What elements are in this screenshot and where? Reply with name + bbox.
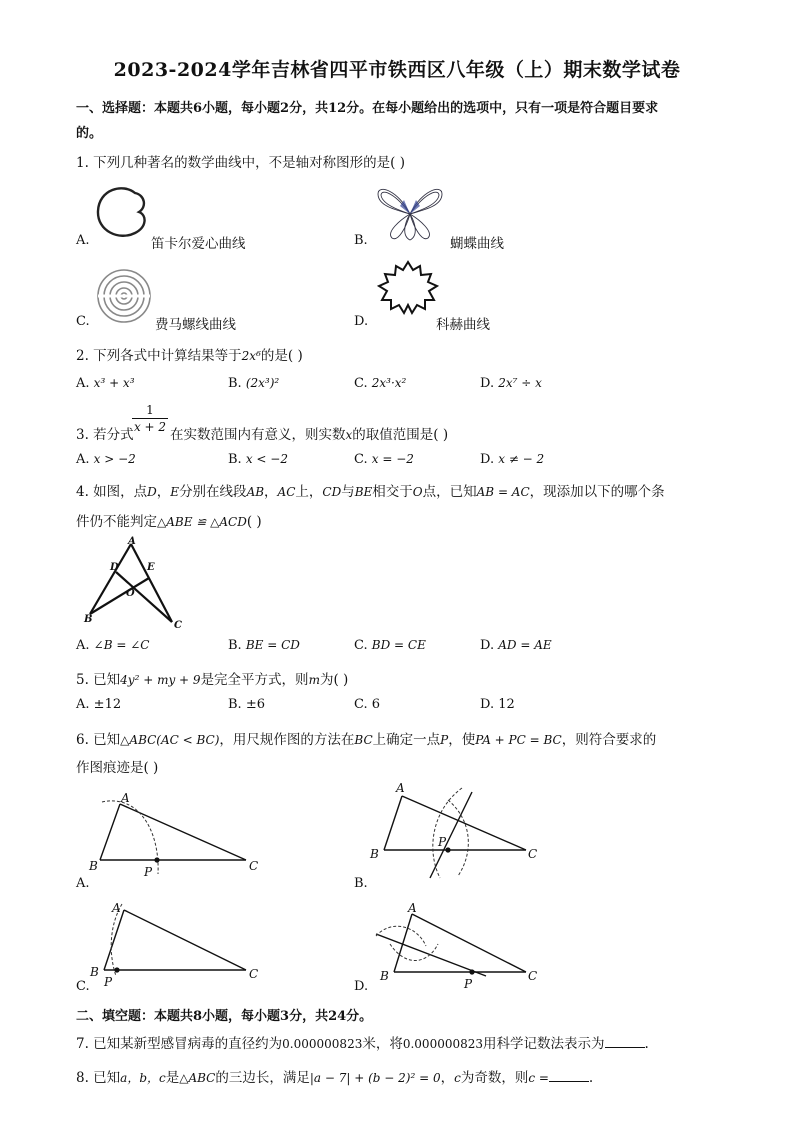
- q8-ceq: c =: [528, 1071, 549, 1085]
- q5-stem: [76, 668, 348, 688]
- q6c-label-a: A: [112, 901, 121, 915]
- q7-stem-b: 米，将: [362, 1036, 403, 1052]
- q2-option-a-expr: x³ + x³: [93, 376, 135, 390]
- q4-fig-label-c: C: [174, 620, 182, 631]
- q1-option-b-caption: 蝴蝶曲线: [450, 236, 504, 252]
- q4-stem-line1: [76, 480, 665, 500]
- q7-stem-a: 7. 已知某新型感冒病毒的直径约为: [76, 1036, 283, 1052]
- q6a-label-p: P: [144, 865, 153, 879]
- q6-stem-line1: [76, 728, 656, 748]
- q2-option-a[interactable]: [76, 376, 135, 391]
- q6d-label-b: B: [380, 969, 389, 983]
- q2-stem: [76, 344, 303, 364]
- q3-fraction: [132, 402, 168, 435]
- q2-option-d-letter: D.: [480, 376, 495, 391]
- butterfly-figure: [374, 180, 446, 242]
- q3-stem-part1: 3. 若分式: [76, 427, 134, 443]
- q4-l1-b: ，: [156, 484, 171, 500]
- q7-num1: 0.000000823: [282, 1037, 363, 1051]
- q7-stem-c: 用科学记数法表示为: [483, 1036, 605, 1052]
- q2-option-c-letter: C.: [354, 376, 368, 391]
- q8-stem: [76, 1066, 593, 1086]
- section1-heading-cont: 的。: [76, 126, 103, 141]
- q4-option-d-letter: D.: [480, 638, 495, 653]
- q6-l1-math: △ABC(AC < BC): [120, 733, 220, 747]
- q6-figure-a: [88, 790, 268, 880]
- q6-l1-b: ，用尺规作图的方法在: [219, 732, 355, 748]
- q4-l1-e: E: [170, 485, 180, 499]
- q2-option-b-expr: (2x³)²: [245, 376, 280, 390]
- q5-option-b-expr: ±6: [245, 697, 265, 712]
- q1-stem: 1. 下列几种著名的数学曲线中，不是轴对称图形的是( ): [76, 155, 405, 171]
- page-title: 2023-2024学年吉林省四平市铁西区八年级（上）期末数学试卷: [113, 59, 681, 81]
- q3-option-d[interactable]: [480, 452, 544, 467]
- q4-l2-a: 件仍不能判定: [76, 514, 157, 530]
- q5-option-a-expr: ±12: [93, 697, 122, 712]
- q4-fig-label-e: E: [147, 562, 155, 573]
- q4-option-a[interactable]: [76, 638, 149, 653]
- q4-l1-ac: AC: [277, 485, 296, 499]
- q4-l2-math: △ABE ≌ △ACD: [157, 515, 247, 529]
- q3-option-b-letter: B.: [228, 452, 242, 467]
- q6d-label-a: A: [408, 901, 417, 915]
- q4-option-c-expr: BD = CE: [371, 638, 426, 652]
- q2-option-d[interactable]: [480, 376, 542, 391]
- q4-option-b[interactable]: [228, 638, 300, 653]
- q6-l1-math2: PA + PC = BC: [475, 733, 562, 747]
- q2-stem-math: 2x⁶: [241, 349, 261, 363]
- q5-option-c[interactable]: [354, 697, 380, 712]
- q6b-label-b: B: [370, 847, 379, 861]
- q5-stem-a: 5. 已知: [76, 672, 121, 688]
- q4-fig-label-o: O: [126, 588, 135, 599]
- cardioid-figure: [95, 185, 151, 241]
- q6-l1-d: ，使: [448, 732, 476, 748]
- q3-option-d-letter: D.: [480, 452, 495, 467]
- q4-l1-c: 分别在线段: [179, 484, 247, 500]
- q6a-label-b: B: [89, 859, 98, 873]
- koch-snowflake-figure: [374, 258, 442, 318]
- q6-l1-p: P: [440, 733, 449, 747]
- q5-option-b-letter: B.: [228, 697, 242, 712]
- q4-l1-a: 4. 如图，点: [76, 484, 148, 500]
- q5-var: m: [308, 673, 320, 687]
- q4-fig-label-a: A: [128, 536, 136, 547]
- q4-l1-d2: 上，: [295, 484, 323, 500]
- q6-figure-c: [88, 900, 268, 990]
- q3-option-c[interactable]: [354, 452, 414, 467]
- q4-l1-math: AB = AC: [476, 485, 530, 499]
- q6b-label-p: P: [438, 835, 447, 849]
- q6b-label-a: A: [396, 781, 405, 795]
- q6-l1-e: ，则符合要求的: [561, 732, 657, 748]
- q1-option-a-label[interactable]: A.: [76, 233, 90, 248]
- q5-option-d[interactable]: [480, 697, 515, 712]
- q3-option-a[interactable]: [76, 452, 136, 467]
- q5-option-c-expr: 6: [371, 697, 381, 712]
- q2-option-b[interactable]: [228, 376, 279, 391]
- q8-stem-c: 的三边长，满足: [215, 1070, 310, 1086]
- q8-end: .: [588, 1070, 594, 1086]
- q3-option-a-expr: x > −2: [93, 452, 136, 466]
- q8-stem-e: 为奇数，则: [460, 1070, 529, 1086]
- q1-option-d-caption: 科赫曲线: [436, 317, 490, 333]
- q2-option-c-expr: 2x³·x²: [371, 376, 407, 390]
- q8-answer-blank[interactable]: [549, 1069, 589, 1082]
- q1-option-c-caption: 费马螺线曲线: [155, 317, 236, 333]
- q4-option-b-letter: B.: [228, 638, 242, 653]
- q3-option-d-expr: x ≠ − 2: [498, 452, 545, 466]
- q4-l1-f: 相交于: [372, 484, 413, 500]
- q1-option-d-label[interactable]: D.: [354, 314, 369, 329]
- q5-option-b[interactable]: [228, 697, 265, 712]
- q6c-label-p: P: [104, 975, 113, 989]
- q4-figure: [76, 536, 186, 631]
- q4-option-b-expr: BE = CD: [245, 638, 300, 652]
- q5-stem-b: 是完全平方式，则: [200, 672, 309, 688]
- q4-option-d-expr: AD = AE: [498, 638, 552, 652]
- q8-stem-b: 是: [165, 1070, 180, 1086]
- q7-stem: [76, 1032, 649, 1052]
- q4-option-a-expr: ∠B = ∠C: [93, 638, 150, 652]
- q4-option-d[interactable]: [480, 638, 552, 653]
- section1-heading: 一、选择题：本题共6小题，每小题2分，共12分。在每小题给出的选项中，只有一项是符合题目要求: [76, 101, 659, 116]
- q4-l1-cd: CD: [322, 485, 342, 499]
- q6c-label-c: C: [249, 967, 259, 981]
- q3-option-a-letter: A.: [76, 452, 90, 467]
- q4-fig-label-b: B: [84, 614, 93, 625]
- q4-l1-ab: AB: [246, 485, 265, 499]
- q2-option-d-expr: 2x⁷ ÷ x: [498, 376, 542, 390]
- q4-option-a-letter: A.: [76, 638, 90, 653]
- q1-option-a-caption: 笛卡尔爱心曲线: [151, 236, 246, 252]
- q7-end: .: [644, 1036, 649, 1052]
- q6b-label-c: C: [528, 847, 538, 861]
- q6-figure-b: [366, 780, 546, 880]
- q4-l1-be: BE: [354, 485, 373, 499]
- q4-l2-b: ( ): [246, 514, 262, 530]
- q5-option-d-letter: D.: [480, 697, 495, 712]
- q8-cond: |a − 7| + (b − 2)² = 0: [309, 1071, 441, 1085]
- q8-stem-d: ，: [440, 1070, 455, 1086]
- q3-option-c-letter: C.: [354, 452, 368, 467]
- q5-option-a-letter: A.: [76, 697, 90, 712]
- q5-option-d-expr: 12: [498, 697, 515, 712]
- q6d-label-p: P: [464, 977, 473, 991]
- q2-stem-part2: 的是( ): [260, 348, 303, 364]
- q6-l1-c: 上确定一点: [372, 732, 441, 748]
- q3-stem-part3: 的取值范围是( ): [352, 427, 449, 443]
- q3-fraction-numerator: 1: [132, 402, 168, 419]
- q3-var: x: [345, 428, 353, 442]
- q2-option-c[interactable]: [354, 376, 406, 391]
- q6c-label-b: B: [90, 965, 99, 979]
- section2-heading: 二、填空题：本题共8小题，每小题3分，共24分。: [76, 1009, 373, 1024]
- q4-l1-e2: 与: [341, 484, 355, 500]
- q4-l1-h: ，现添加以下的哪个条: [529, 484, 665, 500]
- q2-option-b-letter: B.: [228, 376, 242, 391]
- q3-option-b[interactable]: [228, 452, 288, 467]
- q4-option-c-letter: C.: [354, 638, 368, 653]
- q2-option-a-letter: A.: [76, 376, 90, 391]
- q3-option-b-expr: x < −2: [245, 452, 288, 466]
- q8-tri: △ABC: [179, 1071, 216, 1085]
- q8-stem-a: 8. 已知: [76, 1070, 121, 1086]
- q5-stem-math: 4y² + my + 9: [120, 673, 201, 687]
- q4-l1-g: 点，已知: [422, 484, 477, 500]
- q5-option-c-letter: C.: [354, 697, 368, 712]
- q7-answer-blank[interactable]: [605, 1035, 645, 1048]
- q4-option-c[interactable]: [354, 638, 426, 653]
- q1-option-b-label[interactable]: B.: [354, 233, 368, 248]
- q3-stem-rest: [170, 423, 448, 443]
- q6-l1-a: 6. 已知: [76, 732, 121, 748]
- q6-option-b-label[interactable]: B.: [354, 876, 368, 891]
- q6-figure-d: [366, 900, 546, 990]
- fermat-spiral-figure: [94, 266, 154, 326]
- q5-stem-c: 为( ): [319, 672, 349, 688]
- q8-vars: a，b，c: [120, 1071, 166, 1085]
- q2-stem-part1: 2. 下列各式中计算结果等于: [76, 348, 242, 364]
- q3-stem-part2: 在实数范围内有意义，则实数: [170, 427, 346, 443]
- q6-l1-bc: BC: [354, 733, 373, 747]
- q7-num2: 0.000000823: [402, 1037, 484, 1051]
- q6-stem-line2: 作图痕迹是( ): [76, 760, 159, 776]
- q3-option-c-expr: x = −2: [371, 452, 414, 466]
- q4-l1-o: O: [412, 485, 423, 499]
- q4-stem-line2: [76, 510, 262, 530]
- q5-option-a[interactable]: [76, 697, 121, 712]
- q8-c: c: [454, 1071, 461, 1085]
- q4-l1-sep: ，: [264, 484, 278, 500]
- q6d-label-c: C: [528, 969, 538, 983]
- q6-option-a-label[interactable]: A.: [76, 876, 90, 891]
- q6-option-d-label[interactable]: D.: [354, 979, 369, 994]
- q4-l1-d: D: [147, 485, 157, 499]
- q6-option-c-label[interactable]: C.: [76, 979, 90, 994]
- q1-option-c-label[interactable]: C.: [76, 314, 90, 329]
- q6a-label-a: A: [121, 791, 130, 805]
- q3-fraction-denominator: x + 2: [133, 420, 167, 434]
- q6a-label-c: C: [249, 859, 259, 873]
- q4-fig-label-d: D: [110, 562, 119, 573]
